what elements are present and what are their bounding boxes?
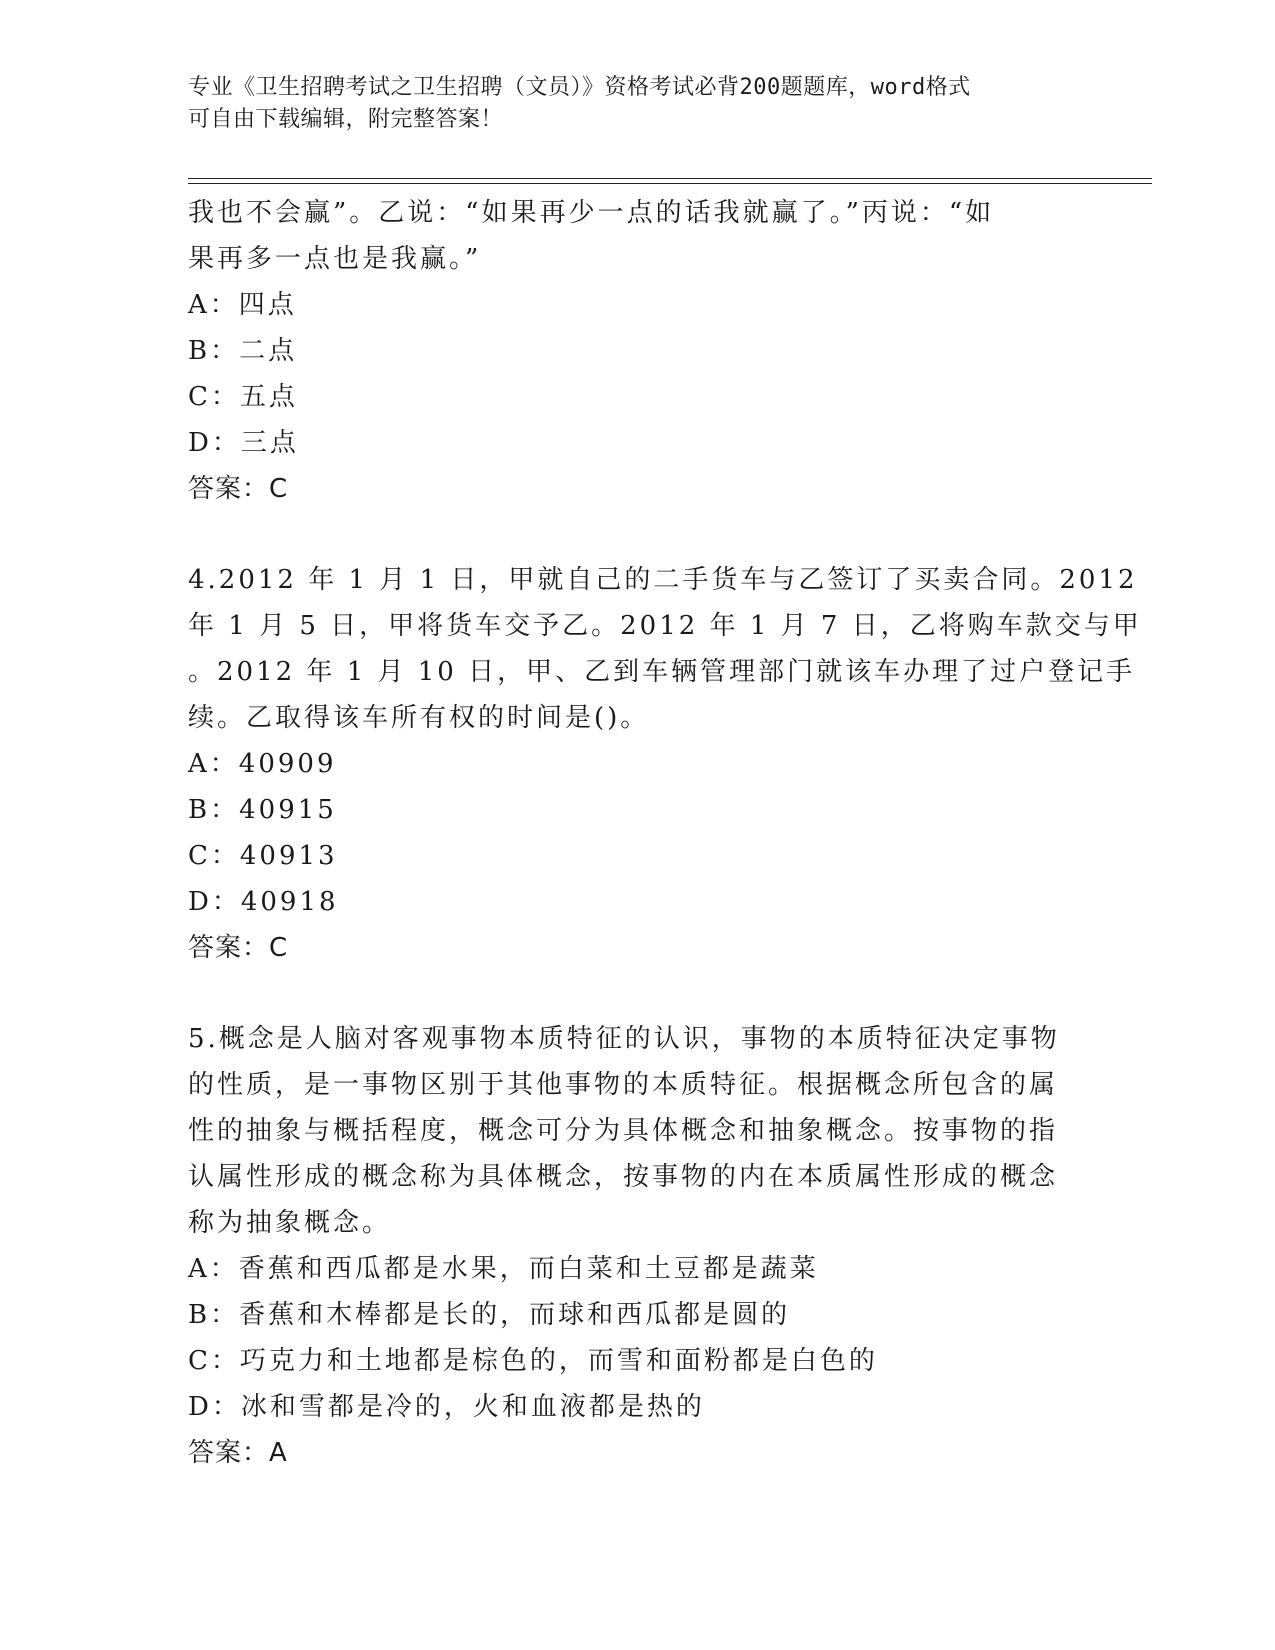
- option-b: B：二点: [188, 336, 298, 366]
- header-rule-bottom: [188, 183, 1152, 184]
- option-b: B：40915: [188, 795, 337, 825]
- question-stem-line: 的性质，是一事物区别于其他事物的本质特征。根据概念所包含的属: [188, 1070, 1059, 1100]
- option-a: A：40909: [188, 749, 337, 779]
- question-stem-line: 性的抽象与概括程度，概念可分为具体概念和抽象概念。按事物的指: [188, 1116, 1059, 1146]
- answer-line: 答案：A: [188, 1438, 288, 1468]
- question-5: [188, 1016, 1088, 1476]
- question-content: [188, 190, 1142, 1476]
- question-stem-line: 5.概念是人脑对客观事物本质特征的认识，事物的本质特征决定事物: [188, 1024, 1060, 1054]
- option-c: C：40913: [188, 841, 338, 871]
- option-d: D：三点: [188, 428, 299, 458]
- question-stem-line: 称为抽象概念。: [188, 1208, 392, 1238]
- question-stem-line: 续。乙取得该车所有权的时间是()。: [188, 703, 650, 733]
- header-rule-top: [188, 178, 1152, 179]
- question-stem-line: 。2012 年 1 月 10 日，甲、乙到车辆管理部门就该车办理了过户登记手: [188, 657, 1136, 687]
- option-b: B：香蕉和木棒都是长的，而球和西瓜都是圆的: [188, 1300, 791, 1330]
- option-c: C：巧克力和土地都是棕色的，而雪和面粉都是白色的: [188, 1346, 878, 1376]
- question-stem-line: 果再多一点也是我赢。”: [188, 244, 482, 274]
- answer-line: 答案：C: [188, 474, 289, 504]
- question-stem-line: 我也不会赢”。乙说：“如果再少一点的话我就赢了。”丙说：“如: [188, 198, 995, 228]
- header-line-1: 专业《卫生招聘考试之卫生招聘（文员）》资格考试必背200题题库，word格式: [188, 75, 971, 100]
- header-line-2: 可自由下载编辑，附完整答案！: [188, 107, 504, 132]
- question-stem-line: 4.2012 年 1 月 1 日，甲就自己的二手货车与乙签订了买卖合同。2012: [188, 565, 1138, 595]
- answer-line: 答案：C: [188, 933, 289, 963]
- question-stem-line: 年 1 月 5 日，甲将货车交予乙。2012 年 1 月 7 日，乙将购车款交与甲: [188, 611, 1142, 641]
- option-d: D：冰和雪都是冷的，火和血液都是热的: [188, 1392, 705, 1422]
- question-4: [188, 557, 1142, 971]
- document-header: [188, 72, 1068, 136]
- question-stem-line: 认属性形成的概念称为具体概念，按事物的内在本质属性形成的概念: [188, 1162, 1059, 1192]
- option-d: D：40918: [188, 887, 339, 917]
- question-3: [188, 190, 1088, 512]
- option-a: A：四点: [188, 290, 297, 320]
- option-a: A：香蕉和西瓜都是水果，而白菜和土豆都是蔬菜: [188, 1254, 819, 1284]
- option-c: C：五点: [188, 382, 298, 412]
